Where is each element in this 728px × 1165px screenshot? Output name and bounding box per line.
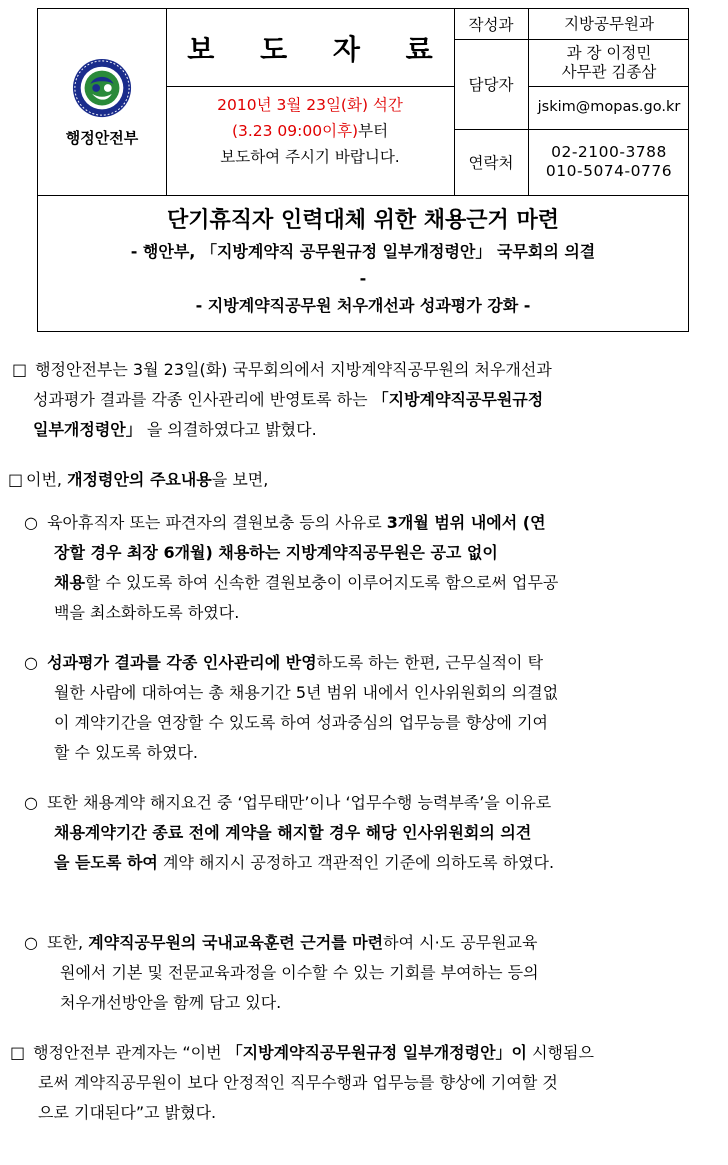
headline-box (37, 196, 689, 332)
bold-text: 「지방계약직공무원규정 (372, 390, 544, 409)
embargo-suffix: 부터 (358, 122, 389, 140)
person-officer: 사무관 김종삼 (561, 62, 657, 81)
text-line: 하도록 하는 한편, 근무실적이 탁 (316, 653, 544, 672)
embargo-time: (3.23 09:00이후) (231, 122, 359, 140)
person-director: 과 장 이정민 (566, 43, 652, 62)
author-dept-value: 지방공무원과 (564, 14, 654, 33)
square-bullet: □ (12, 360, 28, 379)
paragraph-6 (24, 928, 728, 1018)
press-release-header (37, 8, 689, 196)
contact-person-label: 담당자 (468, 76, 514, 94)
text-line: 이번, (26, 470, 68, 489)
embargo-request: 보도하여 주시기 바랍니다. (220, 148, 400, 166)
subheadline-2: - 지방계약직공무원 처우개선과 성과평가 강화 - (195, 296, 531, 315)
press-release-label: 보 도 자 료 (187, 32, 451, 66)
phone-numbers (528, 129, 690, 195)
text-line: 성과평가 결과를 각종 인사관리에 반영토록 하는 (33, 390, 373, 409)
bold-text: 성과평가 결과를 각종 인사관리에 반영 (47, 653, 317, 672)
text-line: 을 의결하였다고 밝혔다. (141, 420, 317, 439)
bold-text: 일부개정령안」 (33, 420, 142, 439)
subheadline-1 (38, 238, 688, 292)
org-name: 행정안전부 (65, 128, 139, 147)
paragraph-4 (24, 648, 728, 768)
text-line: 월한 사람에 대하여는 총 채용기간 5년 범위 내에서 인사위원회의 의결없 (54, 683, 559, 702)
phone-office: 02-2100-3788 (551, 143, 667, 161)
bold-text: 계약직공무원의 국내교육훈련 근거를 마련 (88, 933, 384, 952)
paragraph-2 (8, 465, 728, 495)
text-line: 또한, (47, 933, 89, 952)
text-line: 또한 채용계약 해지요건 중 ‘업무태만’이나 ‘업무수행 능력부족’을 이유로 (47, 793, 552, 812)
text-line: 으로 기대된다”고 밝혔다. (38, 1103, 217, 1122)
text-line: 육아휴직자 또는 파견자의 결원보충 등의 사유로 (47, 513, 387, 532)
circle-bullet: ○ (24, 513, 38, 532)
paragraph-7 (10, 1038, 728, 1128)
subheadline-1-line2: - (359, 269, 367, 288)
embargo-time-line (166, 118, 454, 144)
text-line: 행정안전부는 3월 23일(화) 국무회의에서 지방계약직공무원의 처우개선과 (35, 360, 552, 379)
bold-text: 을 듣도록 하여 (54, 853, 158, 872)
circle-bullet: ○ (24, 793, 38, 812)
bold-text: 채용 (54, 573, 85, 592)
text-line: 원에서 기본 및 전문교육과정을 이수할 수 있는 기회를 부여하는 등의 (60, 963, 539, 982)
phone-mobile: 010-5074-0776 (545, 162, 673, 180)
bold-text: 채용계약기간 종료 전에 계약을 해지할 경우 해당 인사위원회의 의견 (54, 823, 532, 842)
paragraph-3 (24, 508, 728, 628)
square-bullet: □ (10, 1043, 26, 1062)
subheadline-1-line1: - 행안부, 「지방계약직 공무원규정 일부개정령안」 국무회의 의결 (130, 242, 596, 261)
paragraph-1 (12, 355, 728, 445)
circle-bullet: ○ (24, 933, 38, 952)
text-line: 처우개선방안을 함께 담고 있다. (60, 993, 282, 1012)
bold-text: 개정령안의 주요내용 (67, 470, 212, 489)
text-line: 백을 최소화하도록 하였다. (54, 603, 240, 622)
ministry-logo-block (38, 9, 166, 195)
author-dept-label: 작성과 (468, 16, 514, 34)
text-line: 을 보면, (211, 470, 269, 489)
bold-text: 장할 경우 최장 6개월) 채용하는 지방계약직공무원은 공고 없이 (54, 543, 498, 562)
embargo-date: 2010년 3월 23일(화) 석간 (217, 96, 403, 114)
text-line: 행정안전부 관계자는 “이번 (33, 1043, 227, 1062)
phone-label: 연락처 (468, 154, 514, 172)
circle-bullet: ○ (24, 653, 38, 672)
text-line: 하여 시·도 공무원교육 (383, 933, 538, 952)
ministry-emblem-icon (71, 57, 133, 119)
bold-text: 3개월 범위 내에서 (연 (386, 513, 546, 532)
text-line: 이 계약기간을 연장할 수 있도록 하여 성과중심의 업무능를 향상에 기여 (54, 713, 548, 732)
text-line: 할 수 있도록 하여 신속한 결원보충이 이루어지도록 함으로써 업무공 (84, 573, 559, 592)
bold-text: 「지방계약직공무원규정 일부개정령안」이 (226, 1043, 527, 1062)
text-line: 계약 해지시 공정하고 객관적인 기준에 의하도록 하였다. (157, 853, 555, 872)
text-line: 할 수 있도록 하였다. (54, 743, 198, 762)
contact-email[interactable]: jskim@mopas.go.kr (537, 99, 681, 115)
text-line: 로써 계약직공무원이 보다 안정적인 직무수행과 업무능를 향상에 기여할 것 (38, 1073, 558, 1092)
text-line: 시행됨으 (527, 1043, 594, 1062)
headline: 단기휴직자 인력대체 위한 채용근거 마련 (167, 208, 559, 233)
contact-persons (528, 39, 690, 86)
square-bullet: □ (8, 470, 24, 489)
paragraph-5 (24, 788, 728, 878)
embargo-notice (166, 86, 454, 197)
